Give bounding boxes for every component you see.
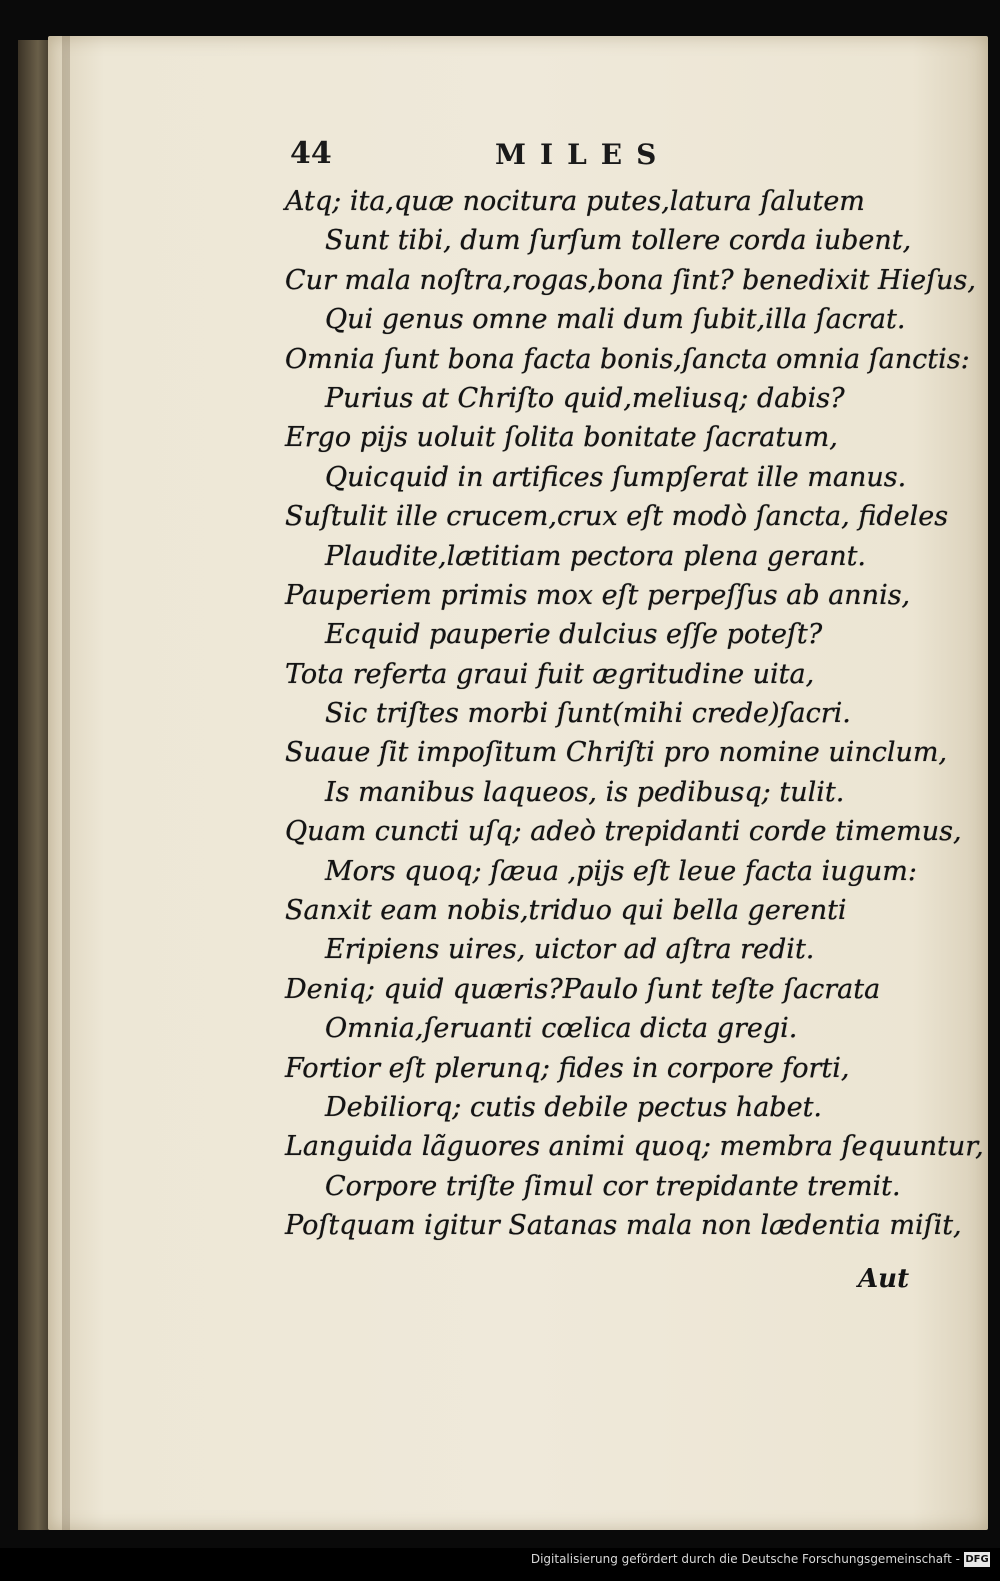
verse-line: Sanxit eam nobis,triduo qui bella gerenti: [285, 895, 847, 927]
verse-line: Debiliorq; cutis debile pectus habet.: [325, 1091, 822, 1123]
verse-line: Omnia,ſeruanti cœlica dicta gregi.: [325, 1013, 798, 1045]
verse-line: Poſtquam igitur Satanas mala non lædentia miſit,: [285, 1210, 962, 1242]
digitization-credit: Digitalisierung gefördert durch die Deutsche Forschungsgemeinschaft -: [530, 1552, 960, 1566]
verse-line: Atq; ita,quæ nocitura putes,latura ſalutem: [285, 186, 865, 217]
verse-line: Corpore triſte ſimul cor trepidante tremit.: [325, 1170, 901, 1202]
verse-line: Suaue ſit impoſitum Chriſti pro nomine uinclum,: [285, 737, 948, 769]
page-number: 44: [290, 136, 332, 171]
verse-line: Omnia ſunt bona facta bonis,ſancta omnia ſanctis:: [285, 343, 970, 375]
verse-line: Ecquid pauperie dulcius eſſe poteſt?: [325, 619, 823, 651]
page-gutter-shadow: [62, 36, 70, 1530]
verse-line: Ergo pijs uoluit ſolita bonitate ſacratum,: [285, 422, 838, 454]
verse-line: Cur mala noſtra,rogas,bona ſint? benedixit Hieſus,: [285, 264, 976, 296]
verse-line: Mors quoq; ſæua ,pijs eſt leue facta iugum:: [325, 855, 917, 887]
verse-line: Languida lãguores animi quoq; membra ſequuntur,: [285, 1131, 984, 1163]
verse-line: Pauperiem primis mox eſt perpeſſus ab annis,: [285, 579, 911, 611]
running-head: MILES: [495, 138, 671, 171]
verse-line: Fortior eſt plerunq; fides in corpore forti,: [285, 1052, 850, 1084]
verse-line: Plaudite,lætitiam pectora plena gerant.: [325, 540, 867, 572]
verse-line: Sunt tibi, dum ſurſum tollere corda iubent,: [325, 225, 912, 257]
catchword: Aut: [858, 1264, 910, 1294]
page-header: [290, 136, 710, 176]
dfg-logo: DFG: [965, 1554, 989, 1565]
verse-line: Eripiens uires, uictor ad aſtra redit.: [325, 934, 815, 966]
verse-line: Quicquid in artifices ſumpſerat ille manus.: [325, 461, 907, 493]
verse-line: Is manibus laqueos, is pedibusq; tulit.: [325, 776, 845, 808]
verse-block: [285, 182, 984, 1246]
verse-line: Suſtulit ille crucem,crux eſt modò ſancta, fideles: [285, 501, 949, 533]
verse-line: Sic triſtes morbi ſunt(mihi crede)ſacri.: [325, 698, 851, 730]
verse-line: Qui genus omne mali dum ſubit,illa ſacrat.: [325, 304, 906, 336]
verse-line: Deniq; quid quæris?Paulo ſunt teſte ſacrata: [285, 973, 881, 1005]
verse-line: Purius at Chriſto quid,meliusq; dabis?: [325, 382, 845, 414]
verse-line: Tota referta graui fuit ægritudine uita,: [285, 658, 815, 690]
verse-line: Quam cuncti uſq; adeò trepidanti corde timemus,: [285, 816, 962, 848]
